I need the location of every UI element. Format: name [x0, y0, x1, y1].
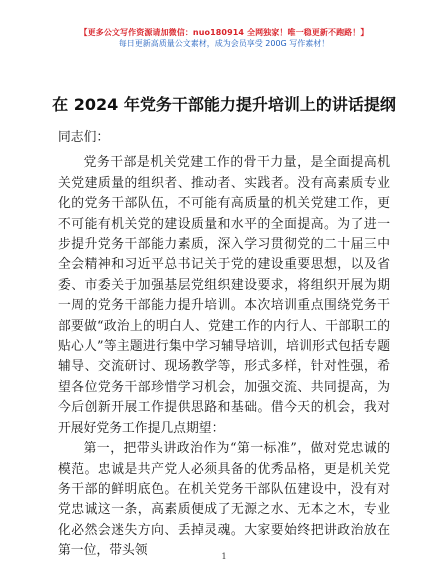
document-title: 在 2024 年党务干部能力提升培训上的讲话提纲 [52, 95, 396, 114]
promo-banner [0, 27, 448, 49]
page-number: 1 [221, 552, 227, 561]
promo-banner-line-1: 【更多公文写作资源请加微信：nuo180914 全网独家！唯一稳更新不跑路！】 [79, 28, 369, 37]
paragraph-intro: 党务干部是机关党建工作的骨干力量，是全面提高机关党建质量的组织者、推动者、实践者。没有高素质专业化的党务干部队伍，不可能有高质量的机关党建工作，更不可能有机关党的建设质量和水平的全面提高。为了进一步提升党务干部能力素质，深入学习贯彻党的二十届三中全会精神和习近平总书记关于党的建设重要思想，以及省委、市委关于加强基层党组织建设要求，将组织开展为期一周的党务干部能力提升培训。本次培训重点围绕党务干部要做“政治上的明白人、党建工作的内行人、干部职工的贴心人”等主题进行集中学习辅导培训，培训形式包括专题辅导、交流研讨、现场教学等，形式多样，针对性强，希望各位党务干部珍惜学习机会，加强交流、共同提高，为今后创新开展工作提供思路和基础。借今天的机会，我对开展好党务工作提几点期望： [58, 155, 390, 436]
document-body [58, 128, 390, 562]
paragraph-point-one: 第一，把带头讲政治作为“第一标准”，做对党忠诚的模范。忠诚是共产党人必须具备的优秀品格，更是机关党务干部的鲜明底色。在机关党务干部队伍建设中，没有对党忠诚这一条，高素质便成了无源之水、无本之木，专业化必然会迷失方向、丢掉灵魂。大家要始终把讲政治放在第一位，带头领 [58, 441, 390, 559]
promo-banner-line-2: 每日更新高质量公文素材，成为会员享受 200G 写作素材！ [118, 39, 330, 48]
salutation: 同志们： [58, 130, 110, 145]
